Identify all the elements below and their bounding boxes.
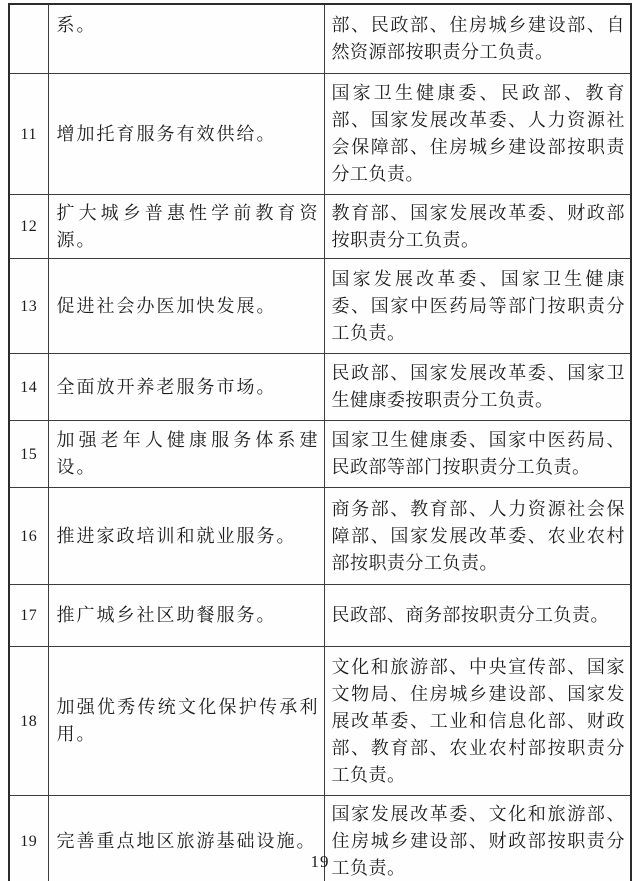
department-cell: 商务部、教育部、人力资源社会保障部、国家发展改革委、农业农村部按职责分工负责。	[324, 488, 631, 585]
department-cell: 国家发展改革委、文化和旅游部、住房城乡建设部、财政部按职责分工负责。	[324, 796, 631, 881]
table-row	[9, 585, 631, 647]
table-row	[9, 421, 631, 488]
task-cell: 推广城乡社区助餐服务。	[48, 585, 324, 647]
department-cell: 民政部、国家发展改革委、国家卫生健康委按职责分工负责。	[324, 354, 631, 421]
table-row	[9, 488, 631, 585]
task-cell: 加强老年人健康服务体系建设。	[48, 421, 324, 488]
row-number-cell	[9, 4, 48, 74]
table-row	[9, 74, 631, 195]
table-row	[9, 647, 631, 796]
department-cell: 教育部、国家发展改革委、财政部按职责分工负责。	[324, 195, 631, 259]
task-cell: 推进家政培训和就业服务。	[48, 488, 324, 585]
table-row	[9, 259, 631, 354]
task-cell: 扩大城乡普惠性学前教育资源。	[48, 195, 324, 259]
department-cell: 民政部、商务部按职责分工负责。	[324, 585, 631, 647]
row-number-cell: 15	[9, 421, 48, 488]
department-cell: 国家卫生健康委、民政部、教育部、国家发展改革委、人力资源社会保障部、住房城乡建设部按职责分工负责。	[324, 74, 631, 195]
task-cell: 完善重点地区旅游基础设施。	[48, 796, 324, 881]
department-cell: 国家卫生健康委、国家中医药局、民政部等部门按职责分工负责。	[324, 421, 631, 488]
task-cell: 加强优秀传统文化保护传承利用。	[48, 647, 324, 796]
task-cell: 促进社会办医加快发展。	[48, 259, 324, 354]
row-number-cell: 18	[9, 647, 48, 796]
row-number-cell: 19	[9, 796, 48, 881]
task-cell: 全面放开养老服务市场。	[48, 354, 324, 421]
table-row	[9, 4, 631, 74]
row-number-cell: 12	[9, 195, 48, 259]
row-number-cell: 11	[9, 74, 48, 195]
row-number-cell: 13	[9, 259, 48, 354]
department-cell: 文化和旅游部、中央宣传部、国家文物局、住房城乡建设部、国家发展改革委、工业和信息化部、财政部、教育部、农业农村部按职责分工负责。	[324, 647, 631, 796]
task-cell: 系。	[48, 4, 324, 74]
table-row	[9, 195, 631, 259]
task-cell: 增加托育服务有效供给。	[48, 74, 324, 195]
page-number: 19	[310, 852, 330, 871]
row-number-cell: 16	[9, 488, 48, 585]
row-number-cell: 14	[9, 354, 48, 421]
department-cell: 部、民政部、住房城乡建设部、自然资源部按职责分工负责。	[324, 4, 631, 74]
responsibility-table	[8, 3, 632, 881]
row-number-cell: 17	[9, 585, 48, 647]
department-cell: 国家发展改革委、国家卫生健康委、国家中医药局等部门按职责分工负责。	[324, 259, 631, 354]
table-row	[9, 354, 631, 421]
